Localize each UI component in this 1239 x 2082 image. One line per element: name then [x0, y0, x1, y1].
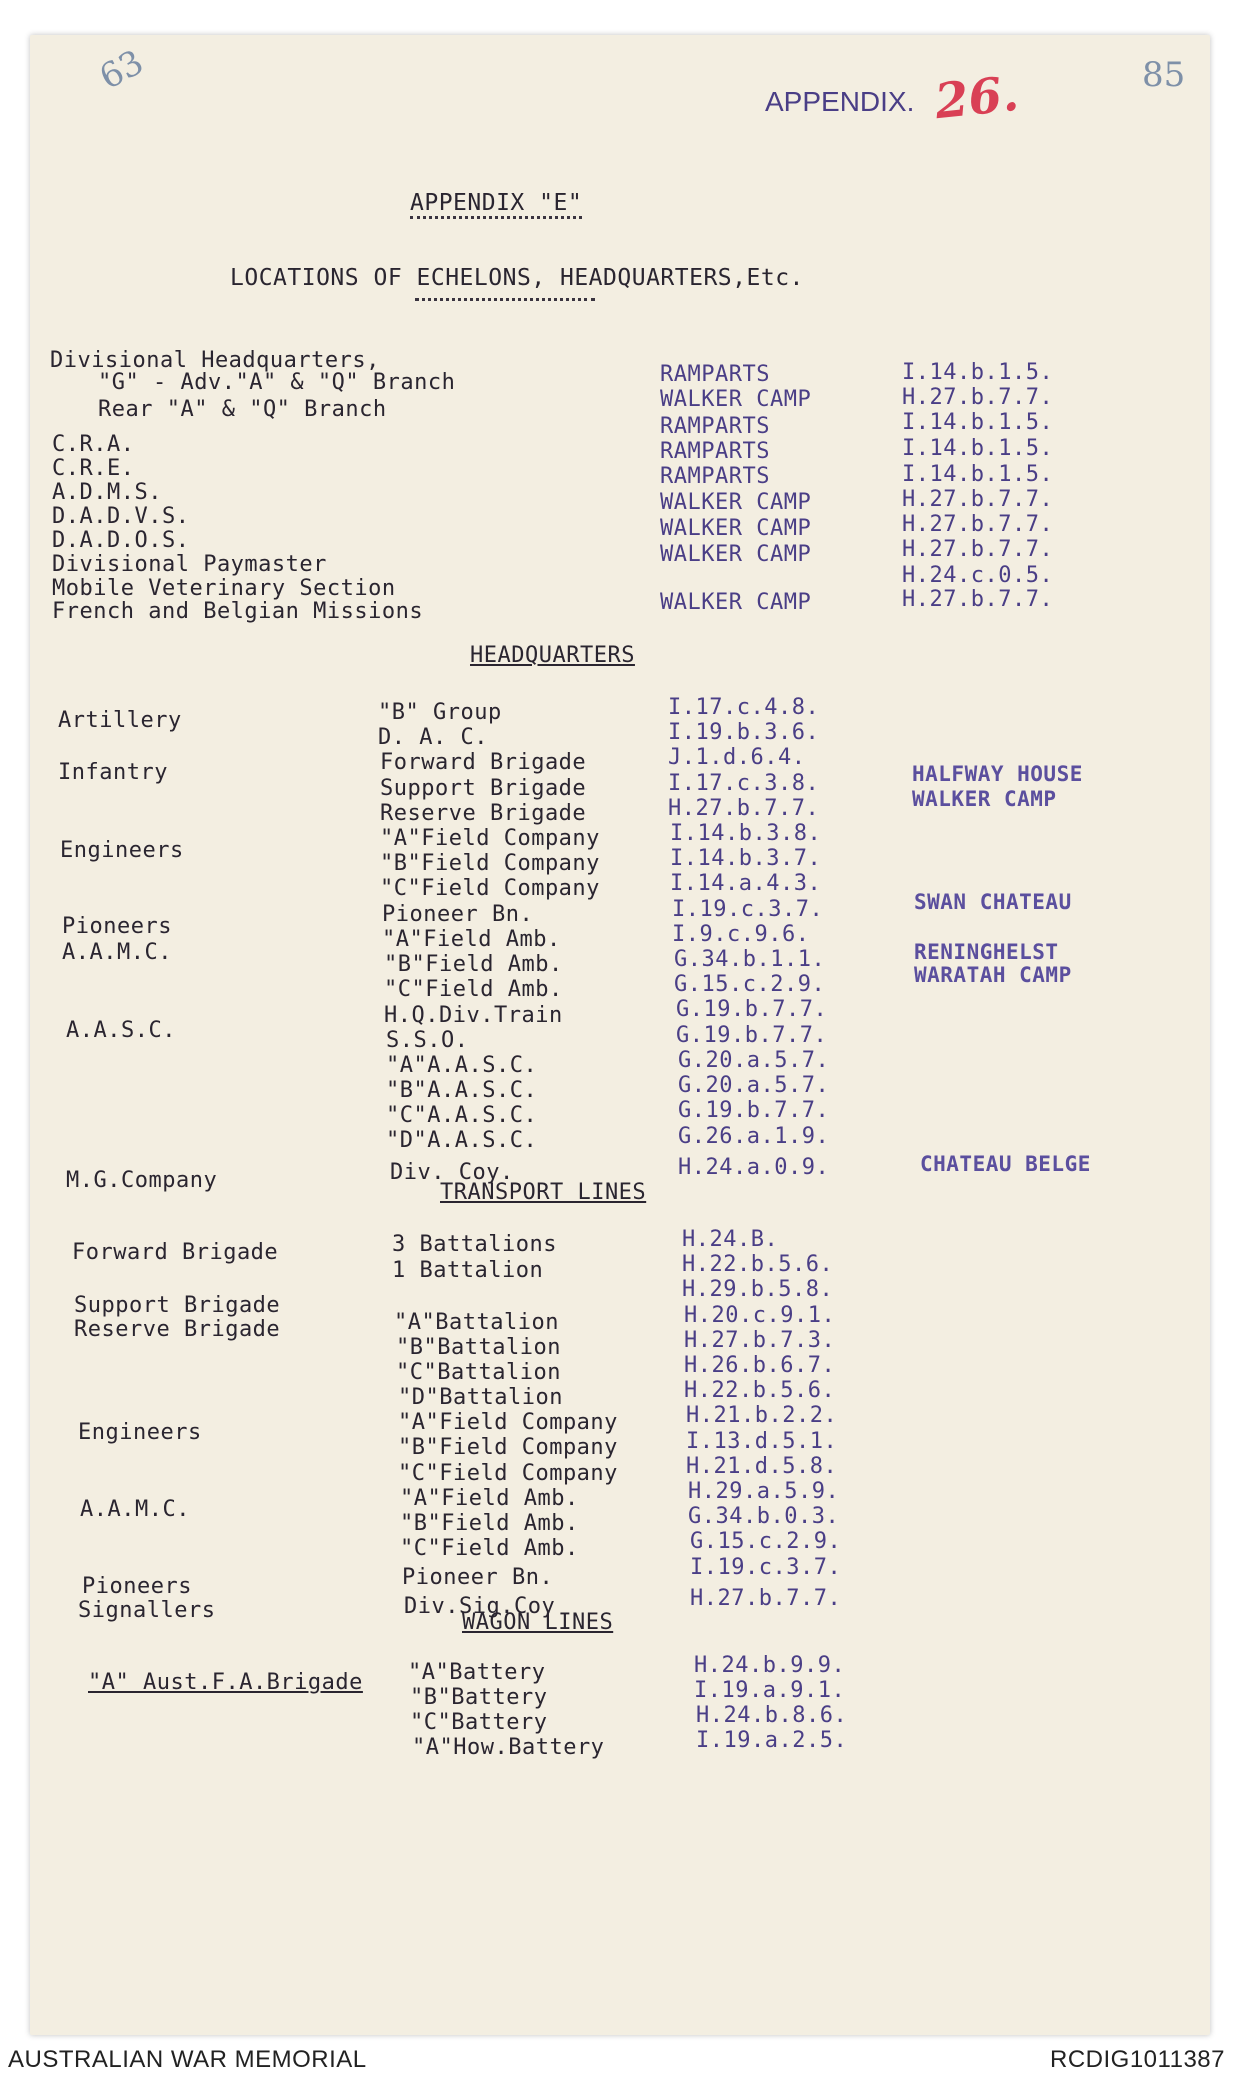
transport-unit-7: "B"Field Company: [398, 1435, 618, 1460]
hq-unit-10: "B"Field Amb.: [384, 952, 563, 977]
hq-ref-14: G.20.a.5.7.: [678, 1048, 830, 1073]
hq-ref-18: H.24.a.0.9.: [678, 1155, 830, 1180]
div-place-8: WALKER CAMP: [660, 590, 812, 615]
transport-unit-9: "A"Field Amb.: [400, 1486, 579, 1511]
transport-ref-9: H.21.d.5.8.: [686, 1454, 838, 1479]
hq-place-swan-chateau: SWAN CHATEAU: [914, 890, 1072, 914]
div-label-7: D.A.D.O.S.: [52, 528, 190, 553]
hq-unit-18: Div. Coy.: [390, 1160, 514, 1185]
transport-ref-13: I.19.c.3.7.: [690, 1555, 842, 1580]
div-label-0: Divisional Headquarters,: [50, 348, 380, 373]
appendix-stamp-label: APPENDIX.: [765, 86, 915, 117]
div-ref-7: H.27.b.7.7.: [902, 537, 1054, 562]
hq-unit-0: "B" Group: [378, 700, 502, 725]
hq-unit-1: D. A. C.: [378, 725, 488, 750]
hq-unit-8: Pioneer Bn.: [382, 902, 534, 927]
div-ref-4: I.14.b.1.5.: [902, 462, 1054, 487]
footer-source: AUSTRALIAN WAR MEMORIAL: [8, 2046, 367, 2073]
corner-number-right: 85: [1142, 55, 1186, 95]
hq-place-waratah-camp: WARATAH CAMP: [914, 963, 1072, 987]
transport-unit-3: "B"Battalion: [396, 1335, 561, 1360]
transport-ref-4: H.27.b.7.3.: [684, 1328, 836, 1353]
wagon-ref-1: I.19.a.9.1.: [694, 1678, 846, 1703]
transport-ref-7: H.21.b.2.2.: [686, 1403, 838, 1428]
transport-group-forward: Forward Brigade: [72, 1240, 279, 1265]
footer-id: RCDIG1011387: [1050, 2046, 1225, 2073]
hq-unit-2: Forward Brigade: [380, 750, 587, 775]
hq-ref-10: G.34.b.1.1.: [674, 947, 826, 972]
div-place-7: WALKER CAMP: [660, 542, 812, 567]
transport-ref-8: I.13.d.5.1.: [686, 1429, 838, 1454]
wagon-ref-2: H.24.b.8.6.: [696, 1703, 848, 1728]
hq-ref-11: G.15.c.2.9.: [674, 972, 826, 997]
wagon-group: "A" Aust.F.A.Brigade: [88, 1670, 363, 1695]
div-label-10: French and Belgian Missions: [52, 599, 424, 624]
hq-ref-4: H.27.b.7.7.: [668, 796, 820, 821]
transport-unit-4: "C"Battalion: [396, 1360, 561, 1385]
transport-group-pioneers: Pioneers: [82, 1574, 192, 1599]
hq-ref-13: G.19.b.7.7.: [676, 1023, 828, 1048]
hq-unit-14: "A"A.A.S.C.: [386, 1053, 538, 1078]
hq-group-engineers: Engineers: [60, 838, 184, 863]
div-place-2: RAMPARTS: [660, 414, 770, 439]
transport-ref-1: H.22.b.5.6.: [682, 1252, 834, 1277]
transport-ref-6: H.22.b.5.6.: [684, 1378, 836, 1403]
hq-unit-9: "A"Field Amb.: [382, 927, 561, 952]
hq-unit-16: "C"A.A.S.C.: [386, 1103, 538, 1128]
hq-unit-15: "B"A.A.S.C.: [386, 1078, 538, 1103]
hq-group-aamc: A.A.M.C.: [62, 940, 172, 965]
hq-ref-15: G.20.a.5.7.: [678, 1073, 830, 1098]
hq-group-mg: M.G.Company: [66, 1168, 218, 1193]
hq-ref-6: I.14.b.3.7.: [670, 846, 822, 871]
hq-ref-9: I.9.c.9.6.: [672, 922, 810, 947]
corner-number-left: 63: [93, 42, 151, 98]
div-ref-3: I.14.b.1.5.: [902, 436, 1054, 461]
transport-ref-11: G.34.b.0.3.: [688, 1504, 840, 1529]
div-ref-9: H.27.b.7.7.: [902, 587, 1054, 612]
transport-ref-2: H.29.b.5.8.: [682, 1277, 834, 1302]
document-page: [30, 35, 1210, 2035]
transport-unit-0: 3 Battalions: [392, 1232, 557, 1257]
hq-place-halfway-house: HALFWAY HOUSE: [912, 762, 1083, 786]
transport-group-signallers: Signallers: [78, 1598, 216, 1623]
div-label-8: Divisional Paymaster: [52, 552, 327, 577]
transport-ref-5: H.26.b.6.7.: [684, 1353, 836, 1378]
transport-group-reserve: Reserve Brigade: [74, 1317, 281, 1342]
div-ref-2: I.14.b.1.5.: [902, 410, 1054, 435]
hq-ref-1: I.19.b.3.6.: [668, 720, 820, 745]
hq-unit-17: "D"A.A.S.C.: [386, 1128, 538, 1153]
div-place-3: RAMPARTS: [660, 439, 770, 464]
wagon-unit-1: "B"Battery: [410, 1685, 548, 1710]
transport-unit-1: 1 Battalion: [392, 1258, 544, 1283]
hq-heading: HEADQUARTERS: [470, 643, 635, 668]
div-ref-0: I.14.b.1.5.: [902, 360, 1054, 385]
transport-unit-11: "C"Field Amb.: [400, 1536, 579, 1561]
hq-ref-2: J.1.d.6.4.: [668, 745, 806, 770]
transport-unit-2: "A"Battalion: [394, 1310, 559, 1335]
hq-unit-4: Reserve Brigade: [380, 801, 587, 826]
transport-unit-13: Div.Sig.Coy: [404, 1594, 556, 1619]
hq-place-walker-camp: WALKER CAMP: [912, 787, 1057, 811]
transport-group-support: Support Brigade: [74, 1293, 281, 1318]
hq-ref-5: I.14.b.3.8.: [670, 821, 822, 846]
div-label-6: D.A.D.V.S.: [52, 504, 190, 529]
hq-group-pioneers: Pioneers: [62, 914, 172, 939]
transport-group-aamc: A.A.M.C.: [80, 1497, 190, 1522]
hq-ref-3: I.17.c.3.8.: [668, 771, 820, 796]
transport-heading: TRANSPORT LINES: [440, 1180, 647, 1205]
div-label-1: "G" - Adv."A" & "Q" Branch: [98, 370, 456, 395]
hq-unit-11: "C"Field Amb.: [384, 977, 563, 1002]
div-place-0: RAMPARTS: [660, 362, 770, 387]
transport-unit-6: "A"Field Company: [398, 1410, 618, 1435]
hq-ref-16: G.19.b.7.7.: [678, 1098, 830, 1123]
div-label-9: Mobile Veterinary Section: [52, 576, 396, 601]
hq-unit-5: "A"Field Company: [380, 826, 600, 851]
hq-group-artillery: Artillery: [58, 708, 182, 733]
div-ref-6: H.27.b.7.7.: [902, 512, 1054, 537]
hq-unit-7: "C"Field Company: [380, 876, 600, 901]
wagon-unit-0: "A"Battery: [408, 1660, 546, 1685]
transport-ref-3: H.20.c.9.1.: [684, 1303, 836, 1328]
div-label-2: Rear "A" & "Q" Branch: [98, 397, 387, 422]
div-label-4: C.R.E.: [52, 456, 135, 481]
transport-group-engineers: Engineers: [78, 1420, 202, 1445]
page-subtitle: LOCATIONS OF ECHELONS, HEADQUARTERS,Etc.: [230, 265, 804, 291]
wagon-unit-3: "A"How.Battery: [412, 1735, 605, 1760]
subtitle-rule: [415, 298, 595, 301]
transport-ref-0: H.24.B.: [682, 1227, 779, 1252]
div-ref-5: H.27.b.7.7.: [902, 487, 1054, 512]
div-place-4: RAMPARTS: [660, 464, 770, 489]
hq-ref-7: I.14.a.4.3.: [670, 871, 822, 896]
hq-place-chateau-belge: CHATEAU BELGE: [920, 1152, 1091, 1176]
appendix-handwritten-number: 26.: [932, 65, 1022, 131]
hq-unit-3: Support Brigade: [380, 776, 587, 801]
wagon-unit-2: "C"Battery: [410, 1710, 548, 1735]
div-label-3: C.R.A.: [52, 432, 135, 457]
hq-group-infantry: Infantry: [58, 760, 168, 785]
div-place-5: WALKER CAMP: [660, 490, 812, 515]
hq-ref-0: I.17.c.4.8.: [668, 695, 820, 720]
hq-ref-17: G.26.a.1.9.: [678, 1124, 830, 1149]
hq-ref-8: I.19.c.3.7.: [672, 897, 824, 922]
div-label-5: A.D.M.S.: [52, 480, 162, 505]
hq-group-aasc: A.A.S.C.: [66, 1018, 176, 1043]
div-place-6: WALKER CAMP: [660, 516, 812, 541]
transport-unit-12: Pioneer Bn.: [402, 1565, 554, 1590]
wagon-ref-3: I.19.a.2.5.: [696, 1728, 848, 1753]
hq-place-reninghelst: RENINGHELST: [914, 940, 1059, 964]
transport-unit-5: "D"Battalion: [398, 1385, 563, 1410]
transport-unit-10: "B"Field Amb.: [400, 1511, 579, 1536]
transport-ref-10: H.29.a.5.9.: [688, 1479, 840, 1504]
transport-ref-12: G.15.c.2.9.: [690, 1529, 842, 1554]
hq-unit-12: H.Q.Div.Train: [384, 1003, 563, 1028]
div-ref-1: H.27.b.7.7.: [902, 385, 1054, 410]
hq-unit-6: "B"Field Company: [380, 851, 600, 876]
div-ref-8: H.24.c.0.5.: [902, 563, 1054, 588]
hq-ref-12: G.19.b.7.7.: [676, 997, 828, 1022]
wagon-ref-0: H.24.b.9.9.: [694, 1653, 846, 1678]
hq-unit-13: S.S.O.: [386, 1028, 469, 1053]
wagon-heading: WAGON LINES: [462, 1610, 614, 1635]
transport-unit-8: "C"Field Company: [398, 1461, 618, 1486]
transport-ref-14: H.27.b.7.7.: [690, 1586, 842, 1611]
page-title: APPENDIX "E": [410, 190, 582, 219]
div-place-1: WALKER CAMP: [660, 387, 812, 412]
